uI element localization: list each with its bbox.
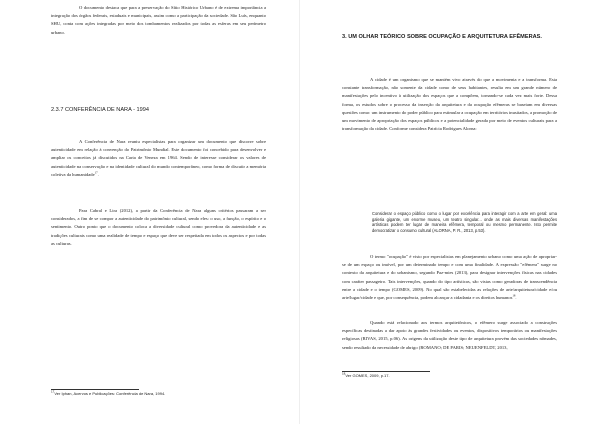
footnote-ref-18: 18 xyxy=(512,293,516,298)
footnote-rule-right xyxy=(342,371,430,372)
intro-paragraph: O documento destaca que para a preservação do Sítio Histórico Urbano é de extrema importância a integração dos órgãos federais, estaduais e municipais, assim como a participação da sociedade. São Luís, enquanto SHU, conta com ações integradas por meio dos tombamentos realizados por todas as esferas em seu perímetro urbano. xyxy=(51,5,266,35)
efemera-paragraph-2-text: O termo "ocupação" é visto por especialistas em planejamento urbano como uma ação de apropriar-se de um espaço ou imóvel, por um determinado tempo e com uma finalidade. A expressão "efêmera" surge no contexto da arquitetura e do urbanismo, segundo Paz-mies (2013), para designar intervenções físicas nas cidades com caráter passageiro. Tais intervenções, quando do tipo artísticas, são vistas como geradoras de transcendência entre a cidade e o tempo (GOMES, 2009). No qual são estabelecidas as relações de arte/arquitetura/cidade e/ou arte/lugar/cidade e que, por consequência, podem alcançar a cidadania e os direitos humanos xyxy=(342,254,557,301)
right-page xyxy=(300,0,600,424)
footnote-17 xyxy=(51,391,271,396)
efemera-paragraph-3: Quando está relacionado aos termos arquitetônicos, o efêmero surge associado a construções específicas destinadas a dar apoio às grandes festividades ou eventos, dispositivos temporários ou manifestações religiosas (RIVAS, 2015, p.06). As origens da utilização deste tipo de arquitetura provém das sociedades nômades, sendo resultado da necessidade de abrigo (ROMANO; DE PARIS; NEUENFELDT, 2013, xyxy=(342,320,557,350)
footnote-ref-17: 17 xyxy=(94,170,98,175)
efemera-paragraph-2-end: . xyxy=(515,295,517,301)
nara-paragraph-1-end: . xyxy=(97,171,99,177)
footnote-text-18: Ver GOMES, 2009, p.17. xyxy=(345,373,390,378)
nara-paragraph-1 xyxy=(51,138,266,179)
efemera-paragraph-1: A cidade é um organismo que se mantém vivo através do que a movimenta e a transforma. Esta constante transformação, não somente da cidade como de seus habitantes, resulta em um grande número de manifestações pelo incentivo à utilização dos espaços que a compõem, tornando-se cada vez mais forte. Dessa forma, os estudos sobre o processo da inserção da arquitetura e da ocupação efêmeras se baseiam em diversas questões como: um instrumento do poder público para estimular a ocupação em territórios inusitados, a promoção de um movimento de apropriação dos espaços públicos e a potencialidade gerada por meio de eventos culturais para a transformação da cidade. Conforme considera Patrícia Rodrigues Alorna: xyxy=(342,77,557,132)
section-heading-nara: 2.3.7 CONFERÊNCIA DE NARA - 1994 xyxy=(51,107,149,113)
block-quote: Considerar o espaço público como o lugar por excelência para interagir com a arte em geral: uma galeria gigante, um enorme museu, um teatro singular... onde as mais diversas manifestações artísticas podem ter lugar de maneira efêmera, temporal ou mesmo permanente. Isto permite democratizar o consumo cultural (ALORNA, P. R., 2013, p.53). xyxy=(372,211,557,233)
efemera-paragraph-2 xyxy=(342,253,557,302)
footnote-18 xyxy=(342,373,557,378)
footnote-rule xyxy=(51,389,139,390)
nara-paragraph-1-text: A Conferência de Nara reuniu especialistas para organizar um documento que discorre sobre autenticidade em relação à convenção do Patrimônio Mundial. Este documento foi concebido para desenvolver e ampliar os conceitos já discutidos na Carta de Veneza em 1964. Sendo de interesse considerar os valores de autenticidade na conservação e na identidade cultural do mundo contemporâneo, como forma de discutir a memória coletiva da humanidade xyxy=(51,139,266,177)
footnote-number-18: 18 xyxy=(342,371,346,376)
footnote-number-17: 17 xyxy=(51,389,55,394)
footnote-text-17: Ver Iphan, Acervos e Publicações: Conferência de Nara, 1994. xyxy=(54,391,166,396)
section-heading-3: 3. UM OLHAR TEÓRICO SOBRE OCUPAÇÃO E ARQUITETURA EFÊMERAS. xyxy=(342,34,542,40)
nara-paragraph-2: Para Cabral e Lira (2012), a partir da Conferência de Nara alguns critérios passaram a ser considerados, a fim de se compor a autenticidade do patrimônio cultural, sendo eles: o uso, a função, o espírito e o sentimento. Outro ponto que o documento coloca a diversidade cultural como provedora da autenticidade e as tradições culturais como uma realidade de tempo e espaço que deve ser respeitada em todos os aspectos e por todas as culturas. xyxy=(51,208,266,246)
